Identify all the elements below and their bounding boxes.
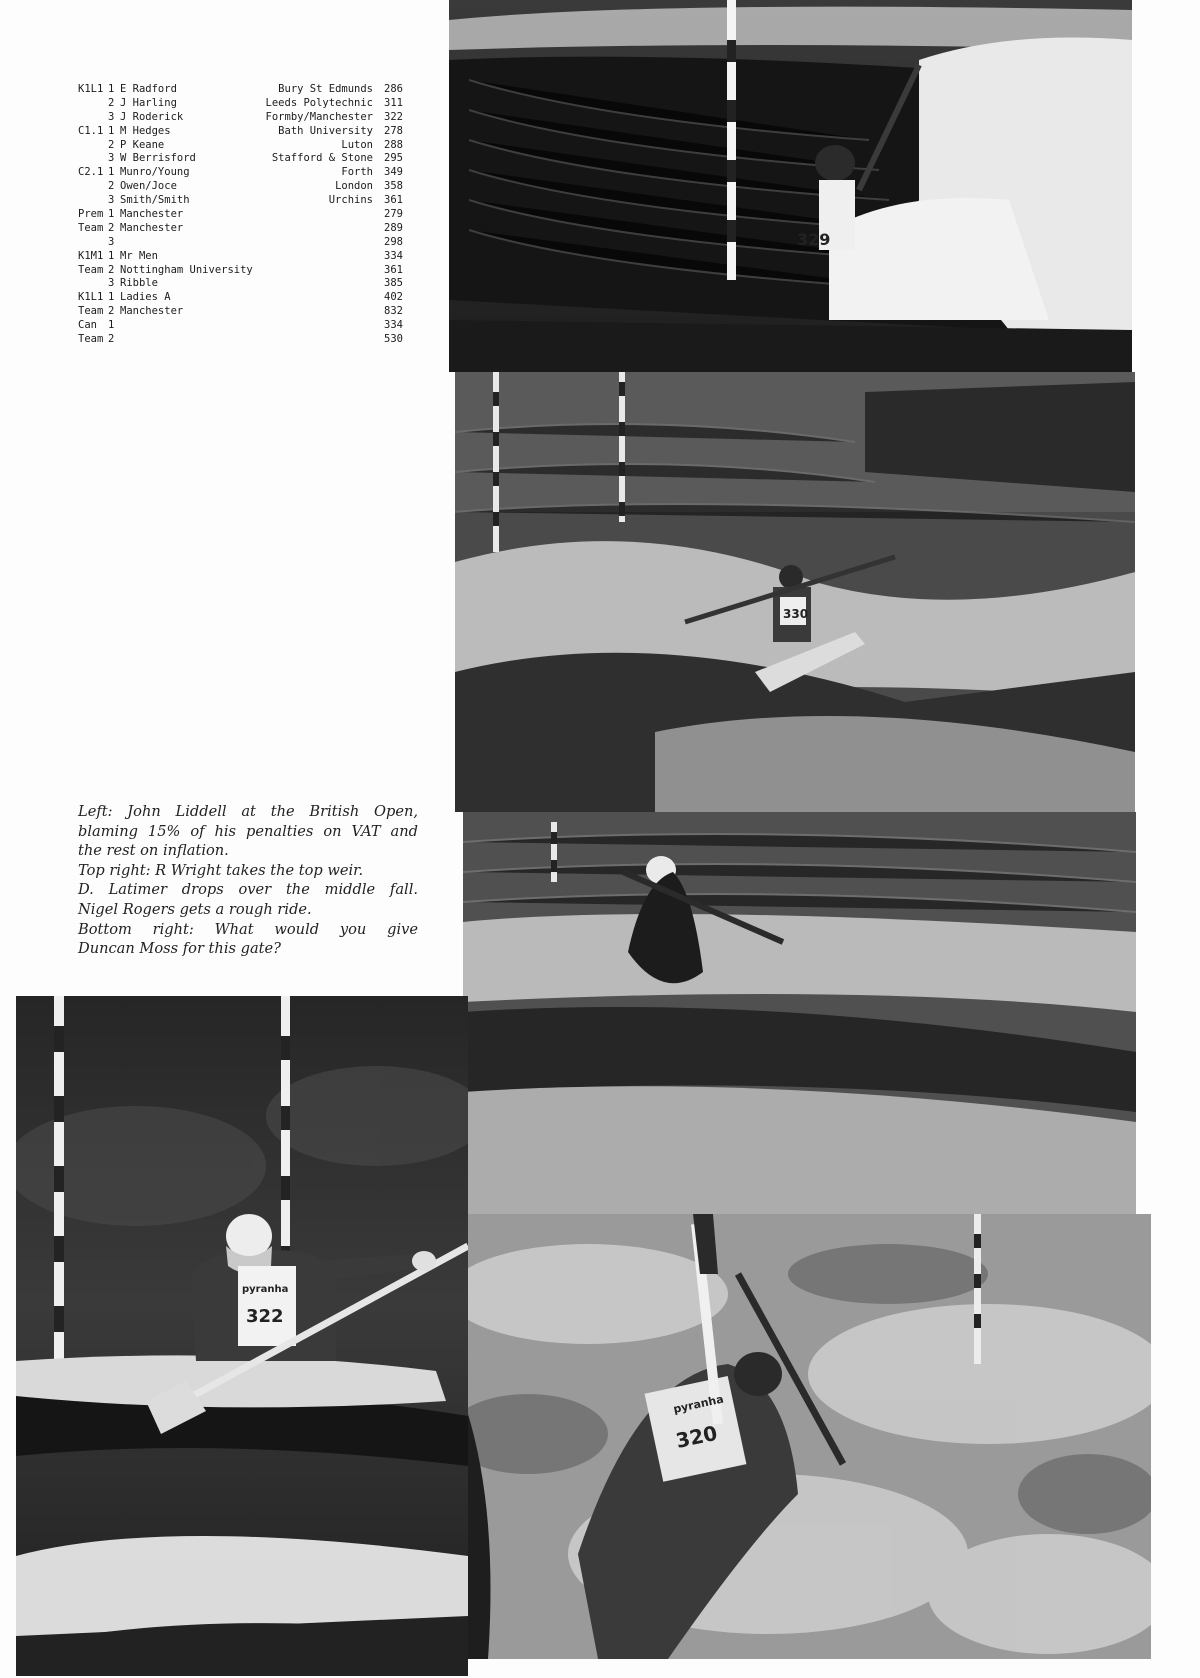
results-row <box>78 264 403 278</box>
bib-brand: pyranha <box>242 1284 289 1295</box>
results-pos: 1 <box>108 124 115 137</box>
results-club <box>240 319 377 333</box>
results-club <box>240 264 377 278</box>
results-cat <box>78 236 108 250</box>
results-name: Mr Men <box>120 249 158 262</box>
results-club <box>240 333 377 347</box>
results-row <box>78 194 403 208</box>
results-row <box>78 222 403 236</box>
results-score: 832 <box>384 305 403 318</box>
results-score: 385 <box>384 277 403 290</box>
results-name: J Roderick <box>120 110 184 123</box>
caption-line: Nigel Rogers gets a rough ride. <box>78 900 312 918</box>
results-club: Bath University <box>278 124 373 137</box>
results-name: Manchester <box>120 221 184 234</box>
caption-line: Top right: R Wright takes the top weir. <box>78 861 364 879</box>
results-row <box>78 333 403 347</box>
results-score: 286 <box>384 83 403 95</box>
results-name: W Berrisford <box>120 152 196 165</box>
results-score: 311 <box>384 96 403 109</box>
results-club <box>240 291 377 305</box>
results-score: 361 <box>384 194 403 207</box>
results-score: 322 <box>384 110 403 123</box>
results-score: 279 <box>384 208 403 221</box>
results-name <box>120 236 240 250</box>
results-name: J Harling <box>120 96 177 109</box>
results-name: E Radford <box>120 83 177 95</box>
results-pos: 1 <box>108 166 115 179</box>
results-score: 288 <box>384 138 403 151</box>
results-cat <box>78 97 108 111</box>
results-pos: 1 <box>108 249 115 262</box>
results-name: Smith/Smith <box>120 194 190 207</box>
results-cat <box>78 139 108 153</box>
results-name: Manchester <box>120 305 184 318</box>
results-name: Owen/Joce <box>120 180 177 193</box>
results-pos: 1 <box>108 319 115 332</box>
results-score: 295 <box>384 152 403 165</box>
results-row <box>78 125 403 139</box>
results-pos: 3 <box>108 277 115 290</box>
bib-number-330: 330 <box>783 607 809 621</box>
results-pos: 2 <box>108 333 115 346</box>
results-name: Ladies A <box>120 291 171 304</box>
results-score: 334 <box>384 319 403 332</box>
photo-top-weir <box>449 0 1132 372</box>
results-cat: Team <box>78 333 104 346</box>
results-row <box>78 166 403 180</box>
results-row <box>78 236 403 250</box>
results-cat: Can <box>78 319 97 332</box>
caption-line: Duncan Moss for this gate? <box>78 940 281 958</box>
results-pos: 3 <box>108 152 115 165</box>
results-row <box>78 97 403 111</box>
results-score: 349 <box>384 166 403 179</box>
results-row <box>78 83 403 97</box>
results-name <box>120 333 240 347</box>
results-row <box>78 180 403 194</box>
results-cat: C2.1 <box>78 166 104 179</box>
caption-line: blaming 15% of his penalties on VAT and <box>78 822 418 840</box>
caption-line: Left: John Liddell at the British Open, <box>78 803 418 820</box>
results-cat: Team <box>78 305 104 318</box>
photo-bottom-gate <box>468 1214 1151 1659</box>
results-pos: 2 <box>108 180 115 193</box>
results-club: Leeds Polytechnic <box>265 96 373 109</box>
results-score: 402 <box>384 291 403 304</box>
results-score: 334 <box>384 249 403 262</box>
results-cat <box>78 111 108 125</box>
photo-middle-fall <box>455 372 1135 812</box>
results-cat <box>78 180 108 194</box>
results-pos: 2 <box>108 263 115 276</box>
results-score: 361 <box>384 263 403 276</box>
photo-rough-ride <box>463 812 1136 1214</box>
photo-caption <box>78 802 418 959</box>
results-name: Ribble <box>120 277 158 290</box>
results-club: Luton <box>341 138 373 151</box>
results-name: Manchester <box>120 208 184 221</box>
results-club: Bury St Edmunds <box>278 83 373 95</box>
bib-number-320: 320 <box>673 1420 720 1453</box>
results-row <box>78 319 403 333</box>
results-name: P Keane <box>120 138 165 151</box>
results-name: Munro/Young <box>120 166 190 179</box>
results-pos: 2 <box>108 138 115 151</box>
results-club <box>240 236 377 250</box>
results-name: Nottingham University <box>120 263 253 276</box>
results-cat <box>78 152 108 166</box>
results-row <box>78 111 403 125</box>
results-club <box>240 305 377 319</box>
results-pos: 1 <box>108 291 115 304</box>
results-club <box>240 208 377 222</box>
results-row <box>78 139 403 153</box>
bib-brand: pyranha <box>672 1392 725 1416</box>
results-row <box>78 291 403 305</box>
results-pos: 2 <box>108 221 115 234</box>
results-cat: K1M1 <box>78 249 104 262</box>
results-pos: 3 <box>108 194 115 207</box>
results-row <box>78 208 403 222</box>
results-cat: K1L1 <box>78 291 104 304</box>
results-pos: 2 <box>108 305 115 318</box>
results-cat: Team <box>78 263 104 276</box>
results-name: M Hedges <box>120 124 171 137</box>
results-pos: 1 <box>108 208 115 221</box>
results-name <box>120 319 240 333</box>
results-club: Urchins <box>328 194 373 207</box>
results-score: 530 <box>384 333 403 346</box>
results-club: Stafford & Stone <box>271 152 373 165</box>
results-score: 358 <box>384 180 403 193</box>
results-pos: 1 <box>108 83 115 95</box>
caption-line: D. Latimer drops over the middle fall. <box>78 881 418 899</box>
results-cat: Team <box>78 221 104 234</box>
results-club: London <box>335 180 373 193</box>
photo-john-liddell <box>16 996 468 1676</box>
bib-number-322: 322 <box>246 1306 284 1327</box>
results-row <box>78 305 403 319</box>
results-club: Formby/Manchester <box>265 110 373 123</box>
results-pos: 3 <box>108 110 115 123</box>
results-club <box>240 250 377 264</box>
bib-number-329: 329 <box>797 230 831 249</box>
results-score: 298 <box>384 235 403 248</box>
results-score: 278 <box>384 124 403 137</box>
results-row <box>78 277 403 291</box>
caption-line: the rest on inflation. <box>78 842 229 860</box>
results-cat: C1.1 <box>78 124 104 137</box>
results-cat <box>78 194 108 208</box>
results-cat: Prem <box>78 208 104 221</box>
results-club: Forth <box>341 166 373 179</box>
results-score: 289 <box>384 221 403 234</box>
results-club <box>240 277 377 291</box>
results-row <box>78 152 403 166</box>
results-row <box>78 250 403 264</box>
results-table <box>78 83 403 347</box>
results-cat <box>78 277 108 291</box>
results-pos: 2 <box>108 96 115 109</box>
results-cat: K1L1 <box>78 83 104 95</box>
results-club <box>240 222 377 236</box>
results-pos: 3 <box>108 235 115 248</box>
caption-line: Bottom right: What would you give <box>78 920 418 938</box>
